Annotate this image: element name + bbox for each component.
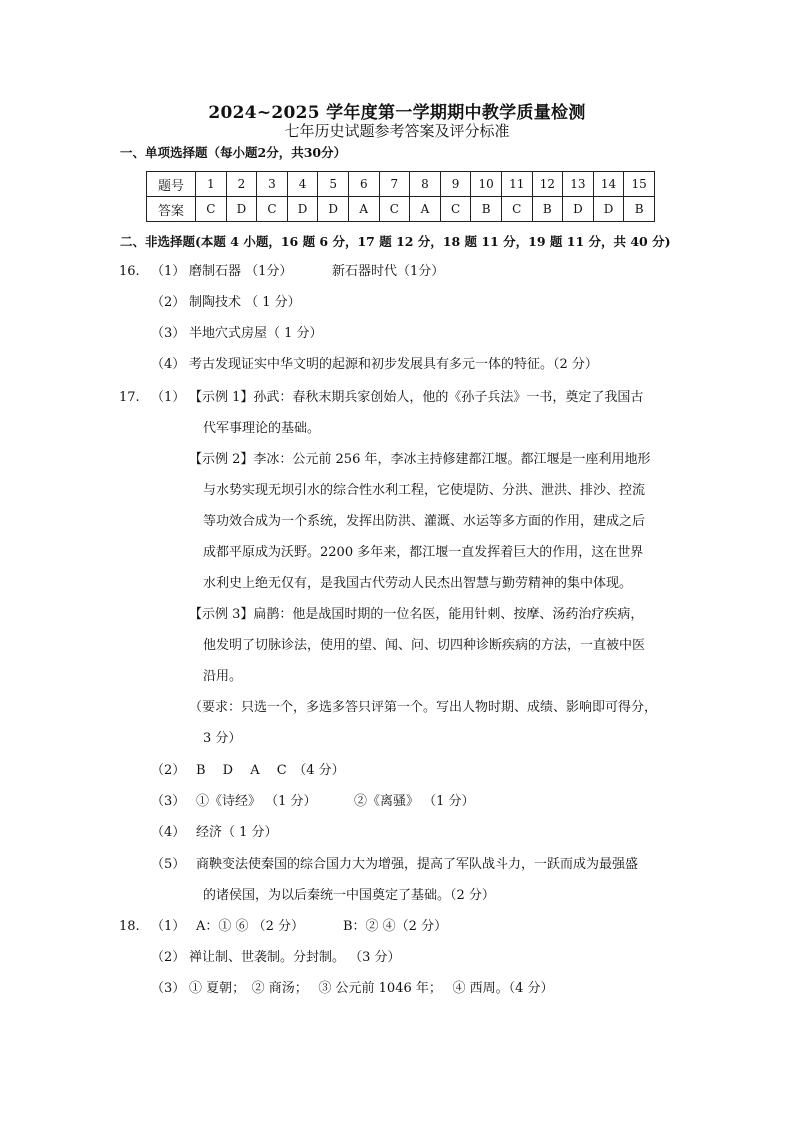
page-subtitle: 七年历史试题参考答案及评分标准 — [284, 122, 510, 140]
answer-text: 【示例 1】孙武：春秋末期兵家创始人，他的《孙子兵法》一书，奠定了我国古 — [189, 390, 644, 405]
question-number-16: 16. — [119, 264, 140, 279]
answer-table — [146, 171, 655, 222]
answer-text: 商鞅变法使秦国的综合国力大为增强，提高了军队战斗力，一跃而成为最强盛 — [196, 857, 639, 872]
question-number: 4 — [287, 172, 318, 197]
question-number: 15 — [624, 172, 655, 197]
section-1-heading: 一、单项选择题（每小题2分，共30分） — [120, 145, 347, 160]
answer-cell: A — [410, 197, 441, 222]
question-number: 14 — [593, 172, 624, 197]
part-label: （4） — [151, 825, 186, 840]
table-row-label: 答案 — [147, 197, 196, 222]
answer-table-number-row — [147, 172, 655, 197]
part-label: （2） — [151, 295, 186, 310]
question-number-17: 17. — [119, 390, 140, 405]
question-number: 6 — [348, 172, 379, 197]
part-label: （1） — [151, 390, 186, 405]
answer-text: 磨制石器 （1分） — [189, 264, 293, 279]
question-number: 5 — [318, 172, 349, 197]
answer-text: 成都平原成为沃野。2200 多年来，都江堰一直发挥着巨大的作用，这在世界 — [203, 545, 644, 560]
answer-text: 新石器时代（1分） — [332, 264, 445, 279]
answer-cell: D — [563, 197, 594, 222]
answer-cell: C — [440, 197, 471, 222]
answer-cell: D — [318, 197, 349, 222]
part-label: （5） — [151, 857, 186, 872]
question-number: 9 — [440, 172, 471, 197]
answer-cell: C — [196, 197, 227, 222]
part-label: （1） — [151, 264, 186, 279]
answer-cell: D — [287, 197, 318, 222]
answer-cell: B — [532, 197, 563, 222]
answer-text: A：① ⑥ （2 分） — [196, 919, 305, 934]
answer-text: 【示例 2】李冰：公元前 256 年，李冰主持修建都江堰。都江堰是一座利用地形 — [189, 452, 651, 467]
answer-text: ①《诗经》 （1 分） — [196, 794, 317, 809]
answer-text: ②《离骚》 （1 分） — [354, 794, 475, 809]
part-label: （4） — [151, 357, 186, 372]
part-label: （3） — [151, 981, 186, 996]
answer-text: 禅让制、世袭制。分封制。 （3 分） — [189, 950, 401, 965]
answer-text: 经济（ 1 分） — [196, 825, 278, 840]
question-number: 2 — [226, 172, 257, 197]
question-number: 1 — [196, 172, 227, 197]
answer-cell: C — [257, 197, 288, 222]
part-label: （2） — [151, 950, 186, 965]
answer-text: 与水势实现无坝引水的综合性水利工程，它使堤防、分洪、泄洪、排沙、控流 — [203, 483, 646, 498]
answer-text: 半地穴式房屋（ 1 分） — [189, 326, 323, 341]
answer-text: 他发明了切脉诊法，使用的望、闻、问、切四种诊断疾病的方法，一直被中医 — [203, 638, 646, 653]
question-number: 3 — [257, 172, 288, 197]
section-2-heading: 二、非选择题(本题 4 小题，16 题 6 分，17 题 12 分，18 题 11 分，19 题 11 分，共 40 分) — [120, 234, 671, 249]
question-number-18: 18. — [119, 919, 140, 934]
part-label: （3） — [151, 326, 186, 341]
grading-note: 3 分） — [203, 731, 242, 746]
question-number: 10 — [471, 172, 502, 197]
answer-cell: C — [501, 197, 532, 222]
answer-text: ① 夏朝； ② 商汤； ③ 公元前 1046 年； ④ 西周。（4 分） — [189, 981, 554, 996]
answer-table-answer-row — [147, 197, 655, 222]
answer-text: 【示例 3】扁鹊：他是战国时期的一位名医，能用针刺、按摩、汤药治疗疾病， — [189, 607, 644, 622]
question-number: 13 — [563, 172, 594, 197]
question-number: 12 — [532, 172, 563, 197]
answer-cell: D — [593, 197, 624, 222]
answer-cell: C — [379, 197, 410, 222]
answer-text: 等功效合成为一个系统，发挥出防洪、灌溉、水运等多方面的作用，建成之后 — [203, 514, 646, 529]
answer-cell: D — [226, 197, 257, 222]
answer-text: B：② ④（2 分） — [343, 919, 448, 934]
question-number: 11 — [501, 172, 532, 197]
part-label: （1） — [151, 919, 186, 934]
answer-text: 考古发现证实中华文明的起源和初步发展具有多元一体的特征。（2 分） — [189, 357, 598, 372]
part-label: （3） — [151, 794, 186, 809]
grading-note: （要求：只选一个，多选多答只评第一个。写出人物时期、成绩、影响即可得分， — [189, 700, 658, 715]
answer-text: 水利史上绝无仅有，是我国古代劳动人民杰出智慧与勤劳精神的集中体现。 — [203, 576, 633, 591]
answer-text: 的诸侯国，为以后秦统一中国奠定了基础。（2 分） — [203, 888, 495, 903]
question-number: 8 — [410, 172, 441, 197]
answer-cell: A — [348, 197, 379, 222]
page-title: 2024~2025 学年度第一学期期中教学质量检测 — [208, 103, 586, 123]
answer-cell: B — [471, 197, 502, 222]
answer-text: 代军事理论的基础。 — [203, 421, 321, 436]
answer-text: B D A C （4 分） — [196, 763, 345, 778]
question-number: 7 — [379, 172, 410, 197]
table-row-label: 题号 — [147, 172, 196, 197]
answer-text: 沿用。 — [203, 669, 243, 684]
answer-cell: B — [624, 197, 655, 222]
answer-text: 制陶技术 （ 1 分） — [189, 295, 301, 310]
part-label: （2） — [151, 763, 186, 778]
